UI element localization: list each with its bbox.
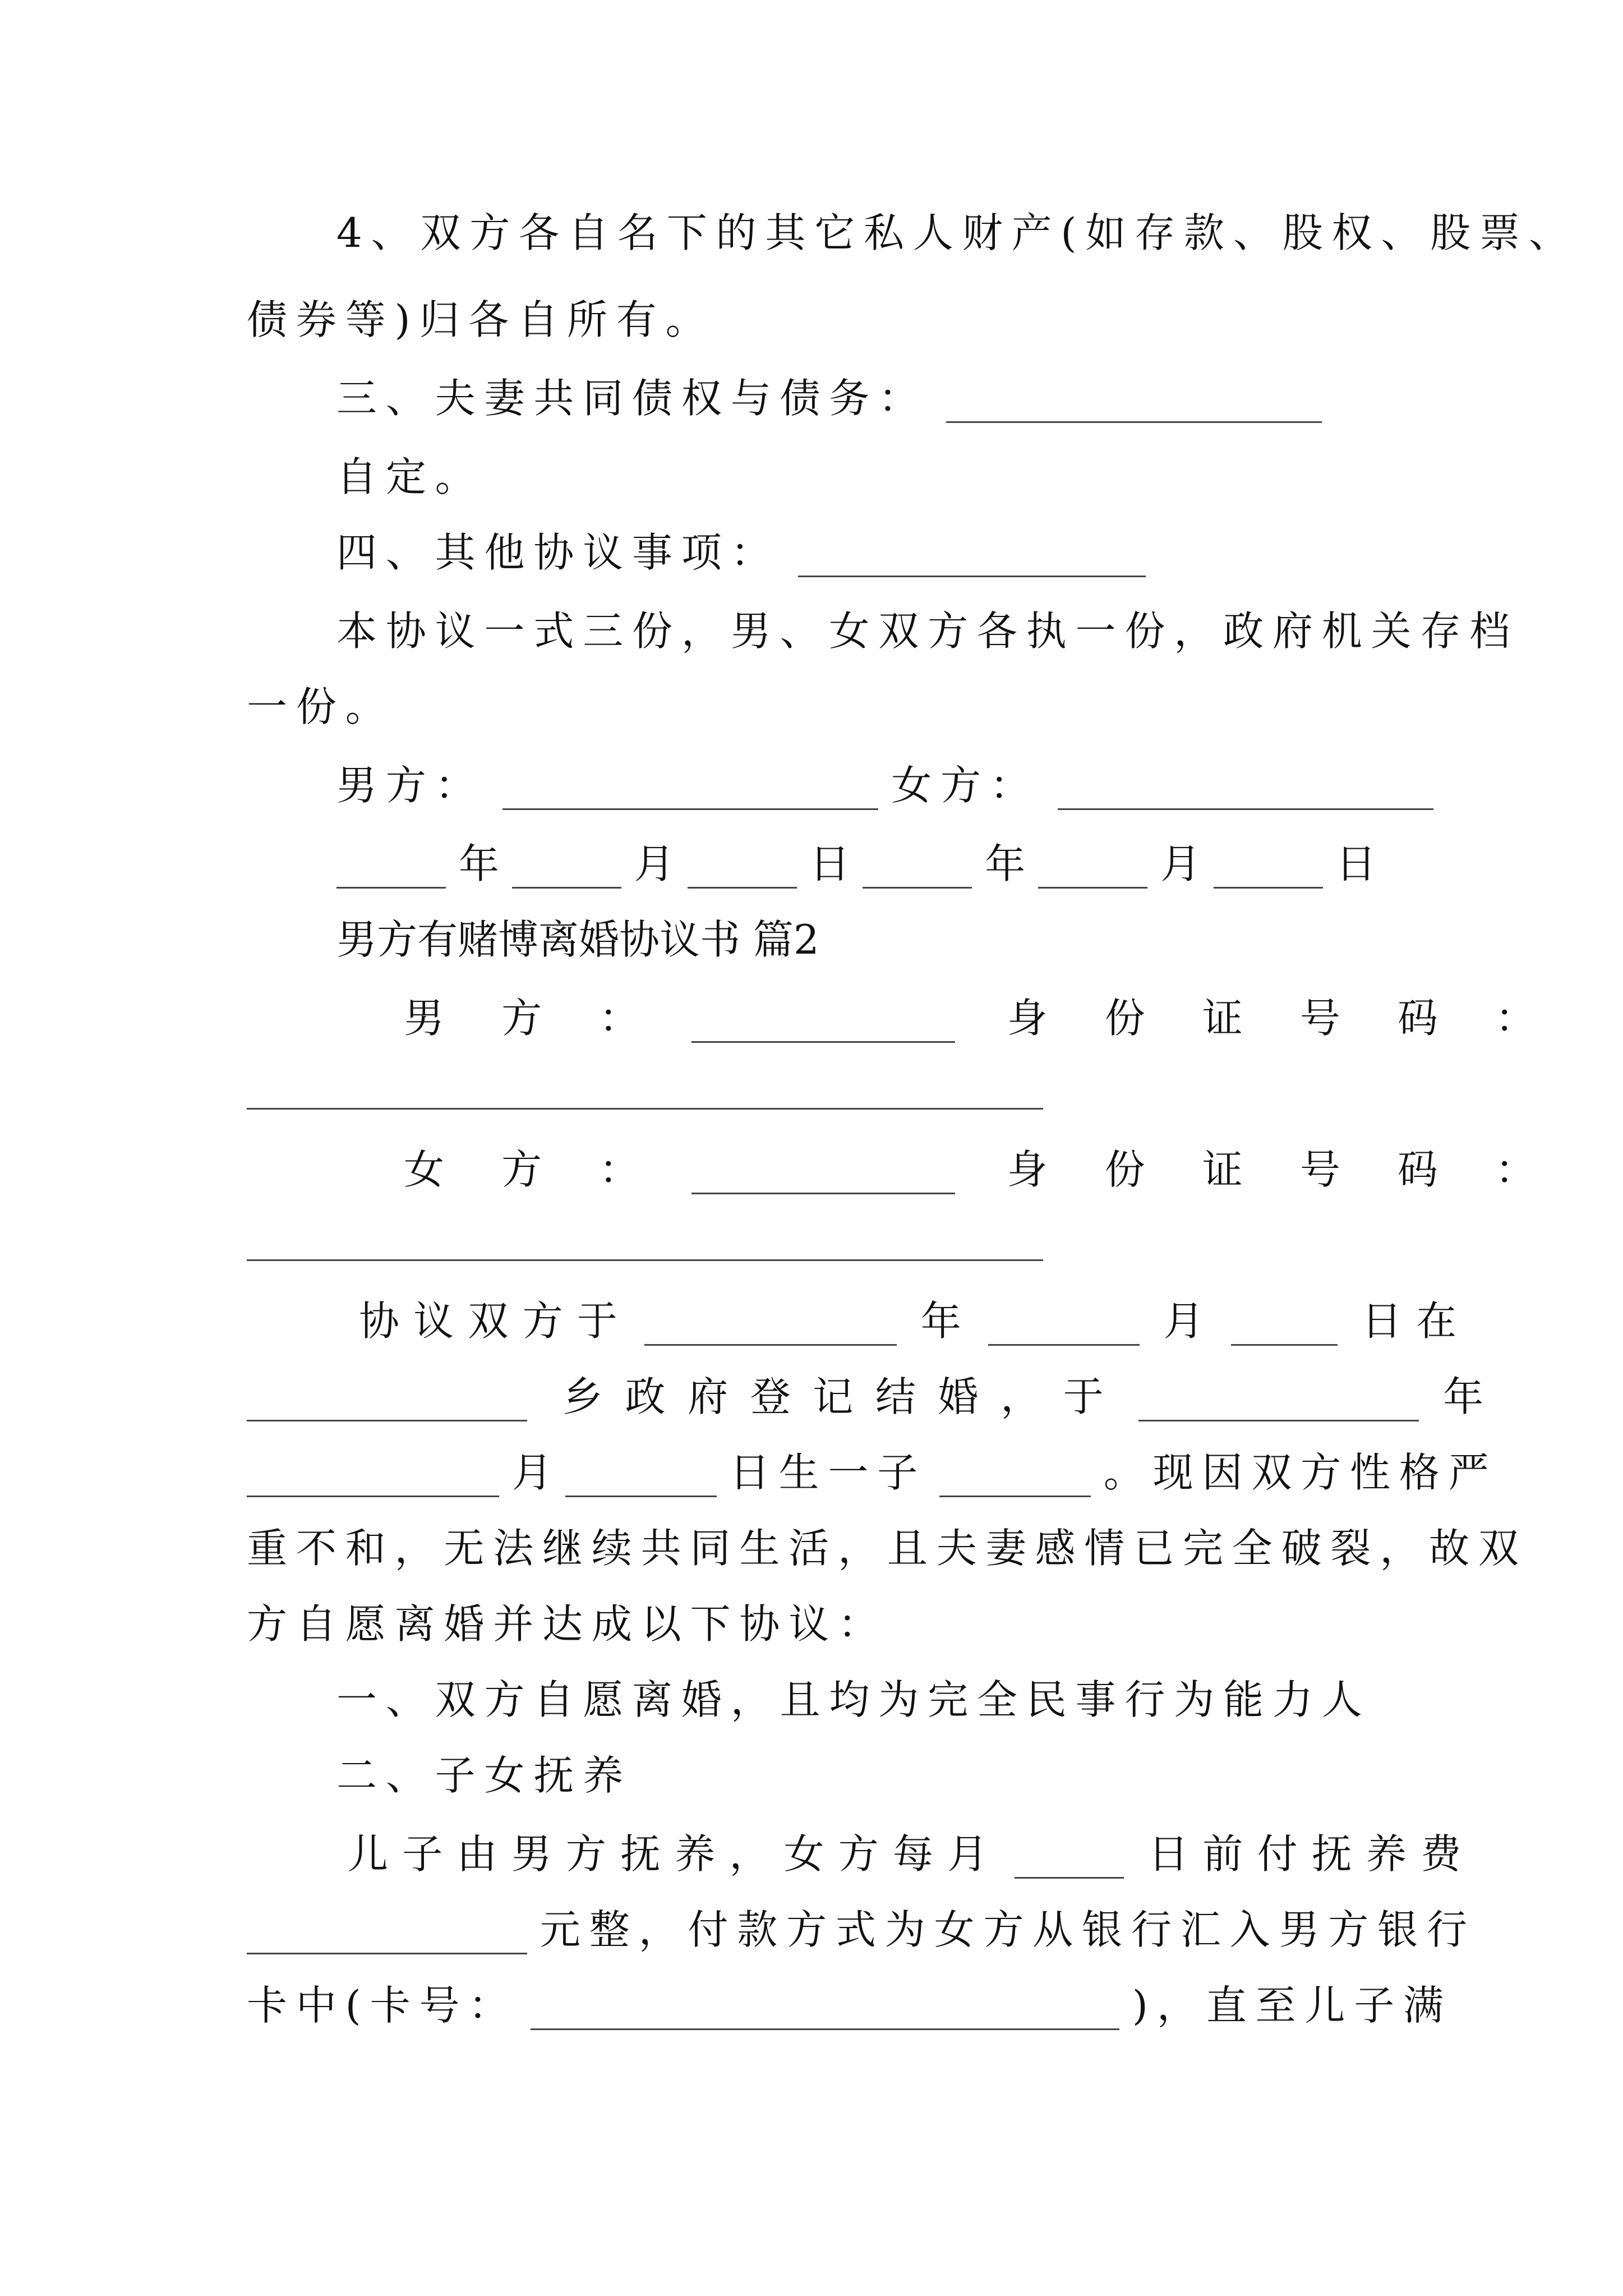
female-date-day-label: 日 (1335, 840, 1376, 887)
birth-year-label: 年 (1443, 1373, 1484, 1420)
female-party-label: 女 方 ： (404, 1146, 662, 1193)
copies-text: 本协议一式三份，男、女双方各执一份，政府机关存档 (336, 608, 1519, 655)
item-1-text: 一、双方自愿离婚，且均为完全民事行为能力人 (336, 1676, 1371, 1723)
support-line-2 (247, 1902, 1476, 1958)
item-2-line (336, 1747, 632, 1803)
birth-month-blank[interactable] (247, 1441, 499, 1497)
property-clause-text-cont: 债券等)归各自所有。 (247, 296, 715, 343)
joint-debt-text: 自定。 (336, 453, 485, 500)
birth-year-blank[interactable] (1138, 1365, 1419, 1421)
joint-debt-text-line (336, 449, 485, 505)
support-text: 儿子由男方抚养，女方每月 (348, 1830, 1002, 1878)
marriage-year-blank[interactable] (644, 1290, 897, 1346)
birth-day-blank[interactable] (565, 1441, 717, 1497)
male-party-line (404, 990, 1558, 1046)
marriage-day-blank[interactable] (1231, 1290, 1338, 1346)
support-line-1 (348, 1826, 1475, 1882)
signature-female-label: 女方： (891, 762, 1039, 809)
agreement-line-1 (359, 1293, 1470, 1349)
son-name-blank[interactable] (939, 1441, 1091, 1497)
male-name-blank[interactable] (691, 987, 955, 1043)
other-matters-blank[interactable] (798, 521, 1146, 577)
signature-male-blank[interactable] (502, 754, 878, 810)
agreement-intro-text: 协议双方于 (359, 1297, 632, 1345)
agreement-line-5 (247, 1596, 887, 1652)
support-payment-text: 元整，付款方式为女方从银行汇入男方银行 (540, 1906, 1476, 1953)
copies-text-cont: 一份。 (247, 683, 395, 730)
birth-day-text: 日生一子 (729, 1449, 927, 1496)
marriage-day-label: 日在 (1361, 1297, 1471, 1345)
female-date-year-label: 年 (985, 840, 1026, 887)
section-heading-2-text: 男方有赌博离婚协议书 篇2 (336, 916, 819, 963)
copies-line-2 (247, 679, 395, 735)
marriage-month-label: 月 (1163, 1297, 1218, 1345)
male-date-year-label: 年 (458, 840, 499, 887)
female-date-day-blank[interactable] (1214, 832, 1323, 889)
birth-month-label: 月 (511, 1449, 552, 1496)
card-number-label: 卡中(卡号： (247, 1982, 518, 2029)
joint-debt-blank[interactable] (946, 367, 1322, 423)
signature-female-blank[interactable] (1058, 754, 1433, 810)
card-number-blank[interactable] (531, 1974, 1119, 2030)
female-date-month-label: 月 (1160, 840, 1201, 887)
joint-debt-label: 三、夫妻共同债权与债务： (336, 375, 928, 422)
item-2-text: 二、子女抚养 (336, 1752, 633, 1799)
section-heading-2 (336, 912, 819, 968)
male-id-label: 身 份 证 号 码 ： (1007, 995, 1558, 1042)
property-clause-line-2 (247, 292, 715, 348)
male-date-day-blank[interactable] (688, 832, 797, 889)
female-date-year-blank[interactable] (863, 832, 972, 889)
agreement-line-4 (247, 1520, 1528, 1576)
property-clause-text: 4、双方各自名下的其它私人财产(如存款、股权、股票、 (336, 209, 1578, 256)
male-party-label: 男 方 ： (404, 995, 662, 1042)
female-party-line (404, 1142, 1558, 1198)
marriage-month-blank[interactable] (988, 1290, 1140, 1346)
female-id-blank[interactable] (247, 1259, 1043, 1261)
male-id-blank[interactable] (247, 1108, 1043, 1110)
township-blank[interactable] (247, 1365, 527, 1421)
separation-reason-text: 。现因双方性格严 (1103, 1449, 1498, 1496)
property-clause-line-1 (336, 205, 1578, 261)
female-id-label: 身 份 证 号 码 ： (1007, 1146, 1558, 1193)
male-date-month-label: 月 (634, 840, 675, 887)
male-date-day-label: 日 (809, 840, 850, 887)
female-name-blank[interactable] (691, 1138, 955, 1194)
male-date-year-blank[interactable] (336, 832, 446, 889)
agreement-text-cont: 重不和，无法继续共同生活，且夫妻感情已完全破裂，故双 (247, 1525, 1528, 1572)
agreement-text-end: 方自愿离婚并达成以下协议： (247, 1600, 887, 1648)
male-date-month-blank[interactable] (512, 832, 621, 889)
other-matters-heading (336, 524, 1146, 581)
support-until-text: )，直至儿子满 (1132, 1982, 1453, 2029)
support-amount-blank[interactable] (247, 1898, 527, 1954)
signature-male-label: 男方： (336, 762, 485, 809)
support-fee-text: 日前付抚养费 (1148, 1830, 1476, 1878)
other-matters-label: 四、其他协议事项： (336, 529, 780, 576)
signature-line (336, 757, 1433, 813)
marriage-year-label: 年 (920, 1297, 975, 1345)
copies-line-1 (336, 603, 1519, 659)
agreement-line-2 (247, 1369, 1483, 1425)
female-date-month-blank[interactable] (1038, 832, 1147, 889)
support-line-3 (247, 1977, 1453, 2033)
support-day-blank[interactable] (1015, 1823, 1124, 1879)
joint-debt-heading (336, 370, 1322, 426)
agreement-line-3 (247, 1444, 1498, 1501)
signature-date-line (336, 836, 1376, 892)
item-1-line (336, 1672, 1371, 1728)
township-text: 乡政府登记结婚，于 (562, 1373, 1126, 1420)
